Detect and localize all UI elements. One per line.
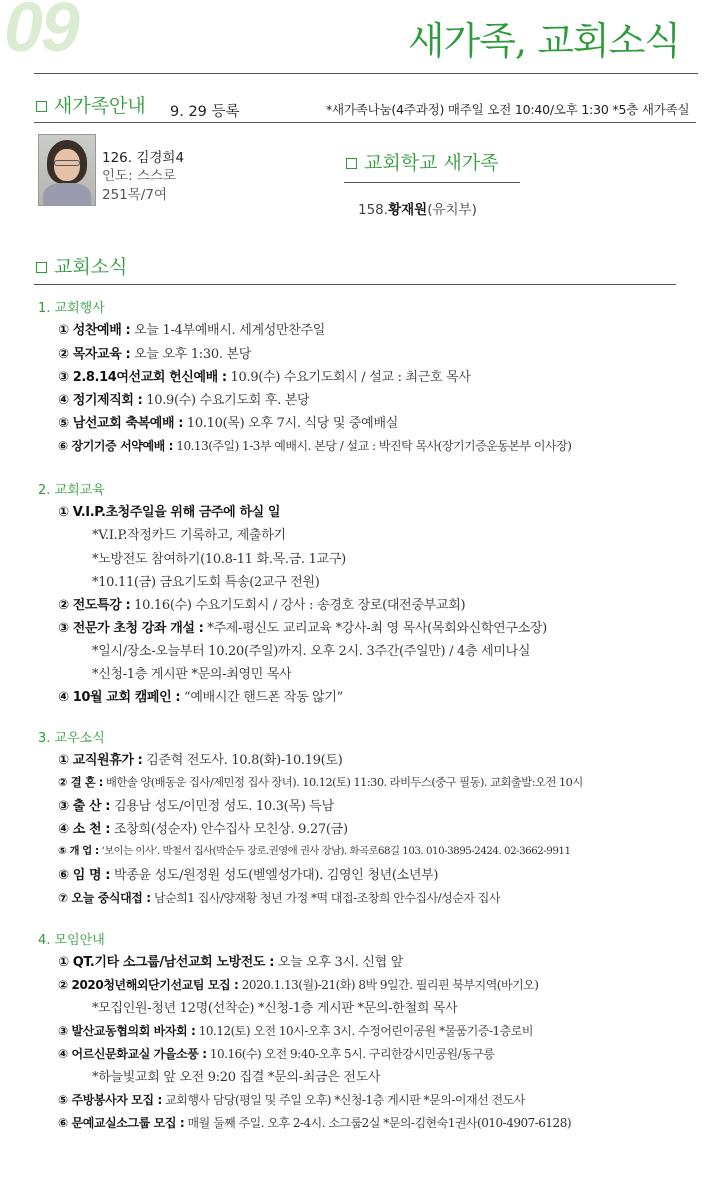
list-subitem: *하늘빛교회 앞 오전 9:20 집결 *문의-최금은 전도사	[92, 1070, 381, 1085]
checkbox-icon	[36, 262, 47, 273]
school-heading	[346, 154, 499, 173]
member-name: 126. 김경희4	[102, 150, 185, 166]
section-divider	[34, 122, 696, 123]
registration-date: 9. 29 등록	[170, 104, 240, 120]
list-item: ⑤ 남선교회 축복예배 : 10.10(목) 오후 7시. 식당 및 중예배실	[58, 416, 398, 431]
list-item: ① V.I.P.초청주일을 위해 금주에 하실 일	[58, 505, 281, 520]
list-item: ⑦ 오늘 중식대접 : 남순희1 집사/양재황 청년 가정 *떡 대접-조창희 안수집사/성순자 집사	[58, 891, 500, 905]
list-item: ② 전도특강 : 10.16(수) 수요기도회시 / 강사 : 송경호 장로(대전중부교회)	[58, 598, 466, 613]
list-subitem: *모집인원-청년 12명(선착순) *신청-1층 게시판 *문의-한철희 목사	[92, 1001, 458, 1016]
list-item: ③ 출 산 : 김용남 성도/이민정 성도. 10.3(목) 득남	[58, 799, 334, 814]
school-divider	[344, 182, 520, 183]
list-item: ⑥ 장기기증 서약예배 : 10.13(주일) 1-3부 예배시. 본당 / 설교 : 박진탁 목사(장기기증운동본부 이사장)	[58, 439, 572, 453]
page-title: 새가족, 교회소식	[407, 19, 680, 63]
school-entry-name: 황재원	[388, 202, 428, 218]
list-subitem: *노방전도 참여하기(10.8-11 화.목.금. 1교구)	[92, 552, 346, 567]
list-item: ④ 소 천 : 조창희(성순자) 안수집사 모친상. 9.27(금)	[58, 822, 348, 837]
category-title: 1. 교회행사	[38, 301, 105, 316]
school-entry-num: 158.	[358, 202, 389, 218]
list-item: ② 목자교육 : 오늘 오후 1:30. 본당	[58, 347, 251, 362]
list-item: ② 결 혼 : 배한솔 양(배동운 집사/제민정 집사 장녀). 10.12(토) 11:30. 라비두스(중구 필동). 교회출발:오전 10시	[58, 776, 583, 789]
category-title: 4. 모임안내	[38, 933, 105, 948]
new-family-info: *새가족나눔(4주과정) 매주일 오전 10:40/오후 1:30 *5층 새가족실	[326, 102, 690, 117]
checkbox-icon	[36, 101, 47, 112]
list-item: ⑥ 임 명 : 박종윤 성도/원정원 성도(벧엘성가대). 김영인 청년(소년부)	[58, 868, 439, 883]
list-subitem: *일시/장소-오늘부터 10.20(주일)까지. 오후 2시. 3주간(주일만) / 4층 세미나실	[92, 644, 531, 659]
list-item: ① 교직원휴가 : 김준혁 전도사. 10.8(화)-10.19(토)	[58, 753, 343, 768]
list-item: ③ 발산교동협의회 바자회 : 10.12(토) 오전 10시-오후 3시. 수정어린이공원 *물품기증-1층로비	[58, 1024, 533, 1038]
title-divider	[34, 73, 698, 74]
list-subitem: *10.11(금) 금요기도회 특송(2교구 전원)	[92, 575, 320, 590]
list-item: ① 성찬예배 : 오늘 1-4부예배시. 세계성만찬주일	[58, 323, 326, 338]
list-item: ③ 2.8.14여선교회 헌신예배 : 10.9(수) 수요기도회시 / 설교 : 최근호 목사	[58, 370, 471, 385]
school-entry	[358, 198, 477, 218]
list-subitem: *V.I.P.작정카드 기록하고, 제출하기	[92, 528, 286, 543]
list-item: ④ 10월 교회 캠페인 : “예배시간 핸드폰 작동 않기”	[58, 690, 344, 705]
member-district: 251목/7여	[102, 187, 167, 203]
school-entry-dept: (유치부)	[427, 202, 477, 218]
list-item: ⑥ 문예교실소그룹 모집 : 매월 둘째 주일. 오후 2-4시. 소그룹2실 *문의-김현숙1권사(010-4907-6128)	[58, 1116, 572, 1130]
category-title: 3. 교우소식	[38, 731, 105, 746]
list-item: ② 2020청년해외단기선교팀 모집 : 2020.1.13(월)-21(화) 8박 9일간. 필리핀 북부지역(바기오)	[58, 978, 539, 992]
member-photo	[38, 134, 96, 206]
member-guide: 인도: 스스로	[102, 168, 177, 184]
list-item: ④ 어르신문화교실 가을소풍 : 10.16(수) 오전 9:40-오후 5시. 구리한강시민공원/동구릉	[58, 1047, 495, 1061]
category-title: 2. 교회교육	[38, 483, 105, 498]
list-item: ⑤ 개 업 : ‘보이는 이사’. 박철서 집사(박순두 장로.권영애 권사 장남). 화곡로68길 103. 010-3895-2424. 02-3662-9911	[58, 845, 571, 857]
list-item: ① QT.기타 소그룹/남선교회 노방전도 : 오늘 오후 3시. 신협 앞	[58, 955, 404, 970]
page-number: 09	[4, 0, 78, 66]
new-family-heading	[36, 97, 146, 116]
list-item: ⑤ 주방봉사자 모집 : 교회행사 담당(평일 및 주일 오후) *신청-1층 게시판 *문의-이재선 전도사	[58, 1093, 525, 1107]
list-item: ④ 정기제직회 : 10.9(수) 수요기도회 후. 본당	[58, 393, 310, 408]
list-subitem: *신청-1층 게시판 *문의-최영민 목사	[92, 667, 292, 682]
list-item: ③ 전문가 초청 강좌 개설 : *주제-평신도 교리교육 *강사-최 영 목사(목회와신학연구소장)	[58, 621, 547, 636]
checkbox-icon	[346, 158, 357, 169]
news-divider	[34, 284, 676, 285]
school-heading-label: 교회학교 새가족	[364, 152, 499, 174]
news-heading	[36, 258, 127, 277]
news-heading-label: 교회소식	[54, 256, 128, 278]
new-family-heading-label: 새가족안내	[54, 95, 146, 117]
